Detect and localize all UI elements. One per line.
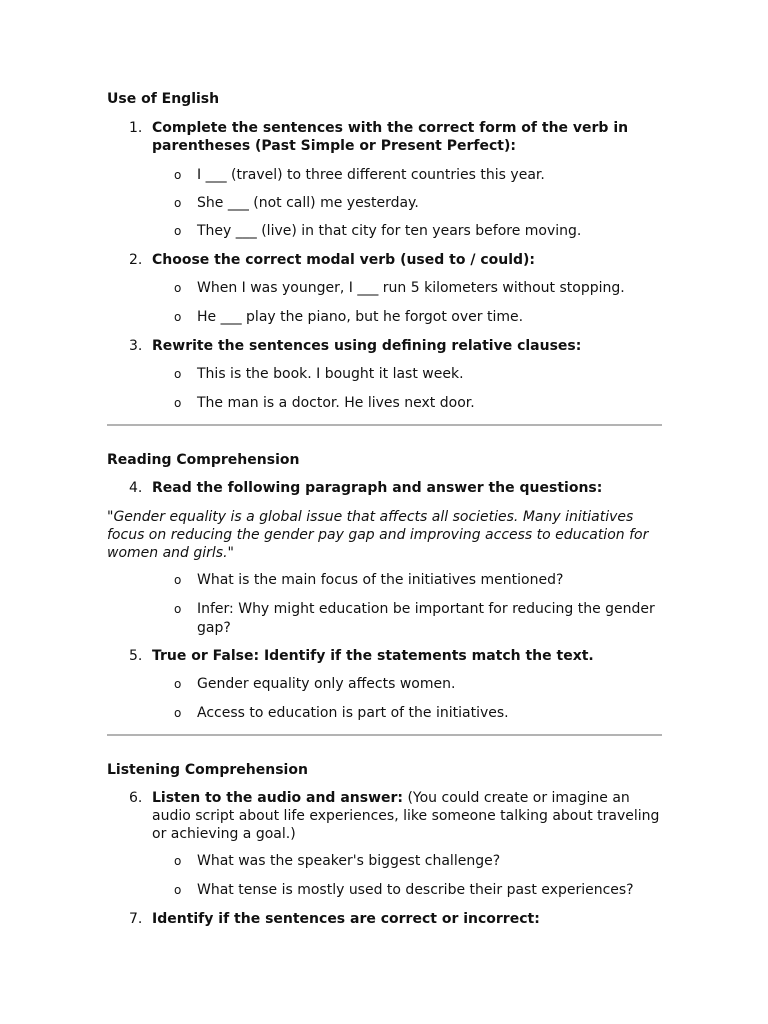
list-item [107,881,662,900]
question-7 [107,910,662,928]
list-item [107,704,662,723]
bullet-icon: o [174,854,182,868]
bullet-icon: o [174,602,182,616]
question-prompt: Complete the sentences with the correct form of the verb in parentheses (Past Simple or Present Perfect): [152,120,629,154]
question-prompt: Choose the correct modal verb (used to / could): [152,252,536,268]
bullet-icon: o [174,883,182,897]
item-text: This is the book. I bought it last week. [197,366,464,382]
list-item [107,394,662,413]
list-item [107,166,662,185]
question-5 [107,647,662,665]
question-4 [107,479,662,497]
list-item [107,675,662,694]
list-item [107,222,662,241]
question-prompt: True or False: Identify if the statements match the text. [152,648,594,664]
bullet-icon: o [174,281,182,295]
question-6 [107,789,662,843]
list-item [107,365,662,384]
list-item [107,600,662,638]
section-title: Reading Comprehension [107,452,300,468]
passage-text: Gender equality is a global issue that affects all societies. Many initiatives focus on reducing the gender pay gap and improving access to education for women and girls. [107,509,649,561]
question-number: 1. [129,120,143,136]
quote-open-mark: " [107,509,114,525]
section-use-of-english [107,89,662,413]
section-title: Listening Comprehension [107,762,308,778]
item-text: What tense is mostly used to describe their past experiences? [197,882,634,898]
question-prompt: Read the following paragraph and answer the questions: [152,480,603,496]
list-item [107,852,662,871]
question-number: 5. [129,648,143,664]
bullet-icon: o [174,196,182,210]
question-number: 3. [129,338,143,354]
item-text: I ___ (travel) to three different countries this year. [197,167,545,183]
item-text: When I was younger, I ___ run 5 kilometers without stopping. [197,280,625,296]
section-divider [107,424,662,426]
list-item [107,308,662,327]
item-text: He ___ play the piano, but he forgot over time. [197,309,524,325]
bullet-icon: o [174,367,182,381]
item-text: They ___ (live) in that city for ten years before moving. [197,223,582,239]
bullet-icon: o [174,224,182,238]
item-text: Gender equality only affects women. [197,676,456,692]
question-note: (You could create or imagine an audio script about life experiences, like someone talking about traveling or achieving a goal.) [152,790,660,842]
item-text: What is the main focus of the initiatives mentioned? [197,572,564,588]
section-title: Use of English [107,91,220,107]
bullet-icon: o [174,677,182,691]
bullet-icon: o [174,706,182,720]
section-reading-comprehension [107,450,662,723]
question-2 [107,251,662,269]
question-prompt: Rewrite the sentences using defining relative clauses: [152,338,582,354]
question-number: 2. [129,252,143,268]
question-number: 6. [129,790,143,806]
bullet-icon: o [174,573,182,587]
item-text: Access to education is part of the initiatives. [197,705,509,721]
question-prompt: Listen to the audio and answer: [152,790,404,806]
bullet-icon: o [174,168,182,182]
section-divider [107,734,662,736]
quote-close-mark: " [227,545,234,561]
question-1 [107,119,662,155]
reading-passage [107,508,662,562]
document-page [107,89,662,928]
item-text: The man is a doctor. He lives next door. [197,395,475,411]
question-3 [107,337,662,355]
list-item [107,571,662,590]
question-number: 4. [129,480,143,496]
bullet-icon: o [174,396,182,410]
item-text: What was the speaker's biggest challenge? [197,853,501,869]
list-item [107,279,662,298]
list-item [107,194,662,213]
bullet-icon: o [174,310,182,324]
item-text: Infer: Why might education be important for reducing the gender gap? [197,601,655,636]
section-listening-comprehension [107,760,662,928]
item-text: She ___ (not call) me yesterday. [197,195,419,211]
question-prompt: Identify if the sentences are correct or incorrect: [152,911,540,927]
question-number: 7. [129,911,143,927]
